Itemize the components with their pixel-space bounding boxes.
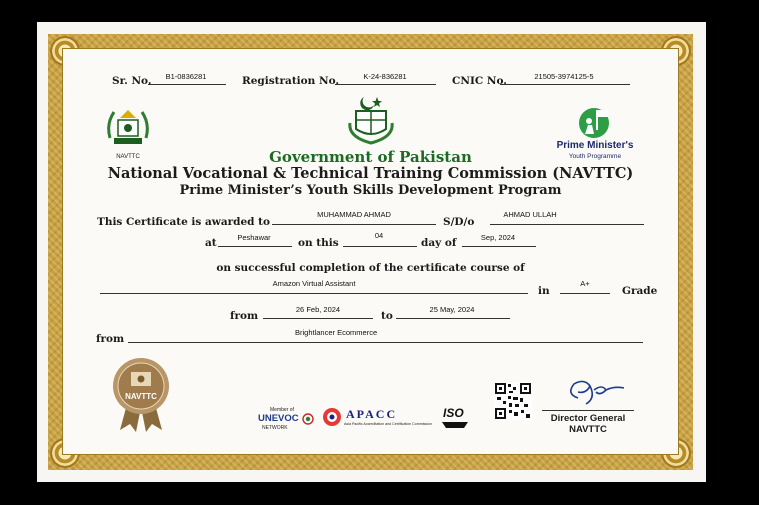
day-line [343,246,417,247]
institute-name: Brightlancer Ecommerce [295,328,378,337]
sr-no-line [148,84,226,85]
cnic-label: CNIC No. [452,75,507,87]
apacc-subtext: Asia Pacific Accreditation and Certification Commission [344,422,432,426]
apacc-logo [322,405,430,433]
grade-value: A+ [580,279,590,288]
to-date: 25 May, 2024 [429,305,475,314]
on-this-label: on this [298,237,339,249]
father-name: AHMAD ULLAH [503,210,557,219]
navttc-emblem-icon [104,104,152,154]
completion-text: on successful completion of the certificate course of [216,262,525,274]
director-title: Director General [550,413,626,424]
institute-line [128,342,643,343]
unevoc-network-text: NETWORK [262,425,288,431]
pm-logo-subtitle: Youth Programme [568,153,622,160]
unevoc-text: UNEVOC [258,413,299,424]
from-date-line [263,318,373,319]
registration-label: Registration No. [242,75,340,87]
navttc-logo-caption: NAVTTC [116,154,140,160]
iso-text: ISO [443,406,464,420]
cnic-line [500,84,630,85]
title-program: Prime Minister’s Youth Skills Development Program [179,183,562,198]
director-org: NAVTTC [569,424,607,435]
seal-caption: NAVTTC [125,392,157,401]
navttc-seal [110,356,172,432]
pm-youth-emblem-icon [576,106,612,138]
to-date-line [396,318,510,319]
course-name: Amazon Virtual Assistant [272,279,356,288]
registration-value: K-24-836281 [363,72,407,81]
city-value: Peshawar [237,233,271,242]
day-value: 04 [374,231,384,240]
apacc-text: APACC [346,407,398,421]
grade-label: Grade [622,285,658,297]
day-of-label: day of [421,237,457,249]
sr-no-value: B1-0836281 [165,72,207,81]
father-line [490,224,644,225]
title-government: Government of Pakistan [269,148,472,166]
title-commission: National Vocational & Technical Training Commission (NAVTTC) [107,165,634,182]
apacc-emblem-icon [322,407,342,427]
grade-line [560,293,610,294]
cnic-value: 21505-3974125-5 [534,72,594,81]
registration-line [335,84,436,85]
at-label: at [205,237,217,249]
qr-code-icon [494,382,532,420]
unevoc-logo [256,407,316,433]
so-label: S/D/o [443,216,475,228]
qr-code[interactable] [494,382,532,420]
from-label: from [230,310,259,322]
recipient-name: MUHAMMAD AHMAD [317,210,391,219]
pm-logo-title: Prime Minister's [556,140,634,151]
director-signature [556,376,628,410]
course-line [100,293,528,294]
to-label: to [381,310,393,322]
pakistan-emblem [346,93,396,145]
from-date: 26 Feb, 2024 [295,305,341,314]
unevoc-member-text: Member of [270,407,294,413]
month-year-value: Sep, 2024 [480,233,516,242]
state-emblem-icon [346,93,396,145]
institute-from-label: from [96,333,125,345]
sr-no-label: Sr. No. [112,75,152,87]
name-line [272,224,436,225]
awarded-label: This Certificate is awarded to [97,216,271,228]
month-line [462,246,536,247]
iso-logo [440,406,472,432]
city-line [218,246,292,247]
unevoc-globe-icon [302,413,314,425]
in-label: in [538,285,550,297]
signature-icon [556,376,628,410]
iso-badge-icon [440,420,470,430]
signature-line [542,410,634,411]
